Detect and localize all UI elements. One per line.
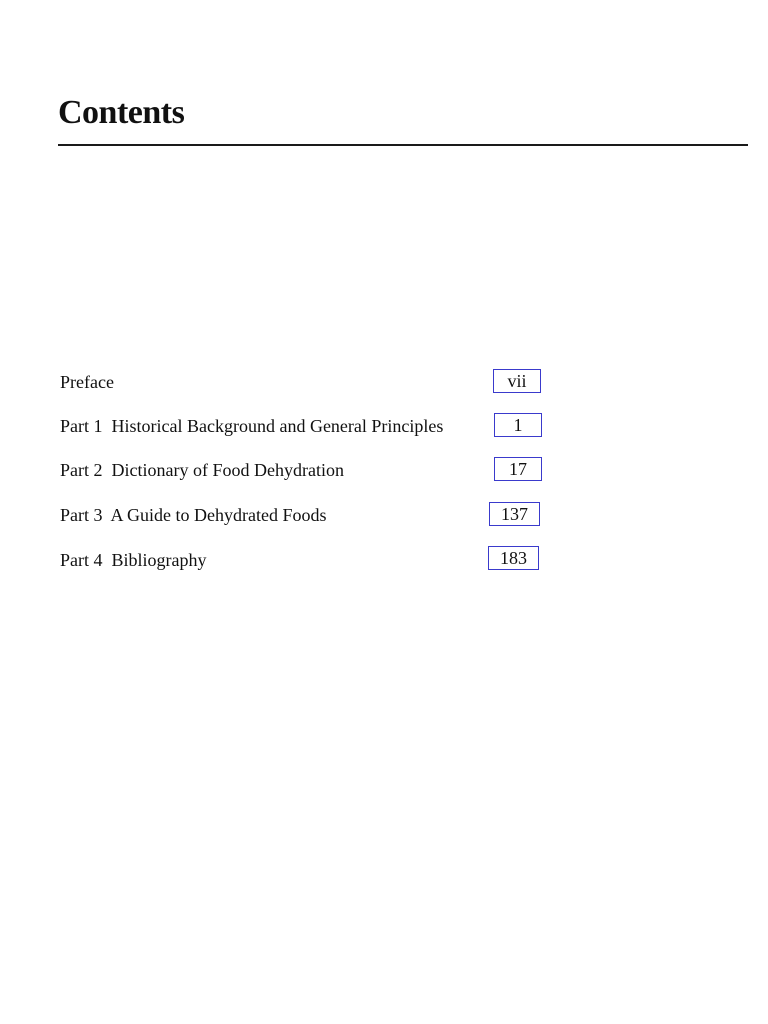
page-link-part-4[interactable]: 183 <box>488 546 539 570</box>
toc-entry-part-4 <box>60 547 207 573</box>
toc-entry-label: Part 1 Historical Background and General Principles <box>60 416 444 436</box>
toc-entry-label: Part 2 Dictionary of Food Dehydration <box>60 460 344 480</box>
page-link-part-1[interactable]: 1 <box>494 413 542 437</box>
page-link-part-2[interactable]: 17 <box>494 457 542 481</box>
toc-entry-label: Preface <box>60 372 114 392</box>
page-link-part-3[interactable]: 137 <box>489 502 540 526</box>
toc-entry-label: Part 3 A Guide to Dehydrated Foods <box>60 505 327 525</box>
page-link-preface[interactable]: vii <box>493 369 541 393</box>
toc-entry-part-1 <box>60 413 443 439</box>
toc-entry-part-3 <box>60 502 326 528</box>
toc-entry-part-2 <box>60 457 344 483</box>
page-title: Contents <box>58 94 185 131</box>
title-rule-divider <box>58 144 748 146</box>
toc-entry-label: Part 4 Bibliography <box>60 550 207 570</box>
toc-entry-preface <box>60 369 114 395</box>
